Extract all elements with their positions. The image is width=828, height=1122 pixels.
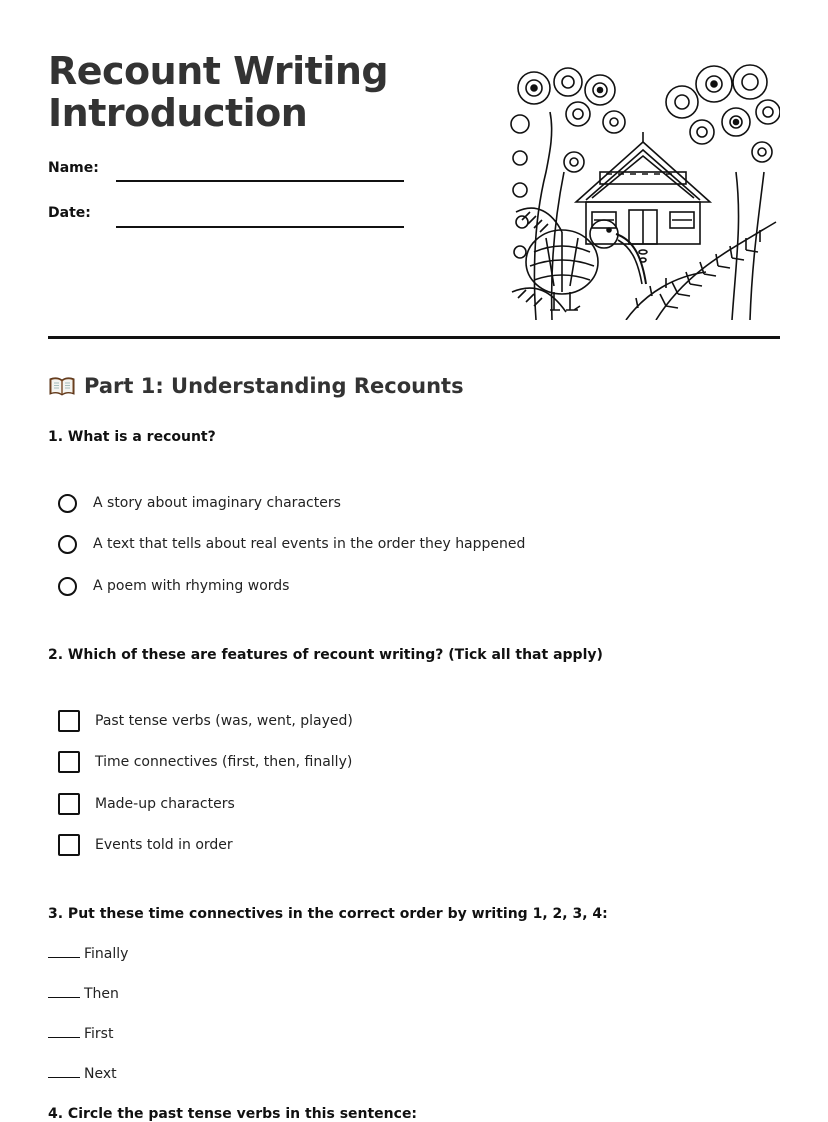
number-blank[interactable] <box>48 1065 80 1078</box>
date-field[interactable] <box>116 226 404 228</box>
q2-option[interactable] <box>58 750 352 774</box>
q2-option-label: Time connectives (first, then, finally) <box>95 754 353 770</box>
order-item <box>48 1025 113 1042</box>
radio-button[interactable] <box>58 494 77 513</box>
checkbox[interactable] <box>58 793 80 815</box>
question-3-prompt: 3. Put these time connectives in the correct order by writing 1, 2, 3, 4: <box>48 906 608 922</box>
q1-option-label: A text that tells about real events in the order they happened <box>93 536 526 552</box>
name-label: Name: <box>48 160 99 176</box>
radio-button[interactable] <box>58 535 77 554</box>
q2-option-label: Events told in order <box>95 837 233 853</box>
q2-option[interactable] <box>58 833 233 857</box>
part-1-heading-text: Part 1: Understanding Recounts <box>84 374 464 398</box>
q1-option[interactable] <box>58 491 341 515</box>
order-item-label: Next <box>84 1066 117 1082</box>
q1-option[interactable] <box>58 574 289 598</box>
q2-option[interactable] <box>58 709 353 733</box>
date-label: Date: <box>48 205 91 221</box>
q2-option-label: Past tense verbs (was, went, played) <box>95 713 353 729</box>
q1-option-label: A poem with rhyming words <box>93 578 290 594</box>
radio-button[interactable] <box>58 577 77 596</box>
open-book-icon <box>48 375 76 397</box>
section-divider <box>48 336 780 339</box>
q2-option-label: Made-up characters <box>95 796 235 812</box>
number-blank[interactable] <box>48 1025 80 1038</box>
title-line-2: Introduction <box>48 91 308 135</box>
checkbox[interactable] <box>58 834 80 856</box>
question-1-prompt: 1. What is a recount? <box>48 429 216 445</box>
question-4-prompt: 4. Circle the past tense verbs in this sentence: <box>48 1106 418 1122</box>
q1-option[interactable] <box>58 532 525 556</box>
name-field[interactable] <box>116 180 404 182</box>
order-item-label: Then <box>84 986 119 1002</box>
q2-option[interactable] <box>58 792 235 816</box>
checkbox[interactable] <box>58 751 80 773</box>
kiwi-bird-marae-illustration <box>506 62 780 320</box>
question-2-prompt: 2. Which of these are features of recount writing? (Tick all that apply) <box>48 647 603 663</box>
q1-option-label: A story about imaginary characters <box>93 495 341 511</box>
order-item <box>48 985 119 1002</box>
part-1-heading <box>48 374 464 398</box>
order-item-label: Finally <box>84 946 129 962</box>
number-blank[interactable] <box>48 945 80 958</box>
title-line-1: Recount Writing <box>48 49 389 93</box>
order-item <box>48 945 128 962</box>
worksheet-title <box>48 50 388 134</box>
checkbox[interactable] <box>58 710 80 732</box>
order-item-label: First <box>84 1026 114 1042</box>
order-item <box>48 1065 117 1082</box>
number-blank[interactable] <box>48 985 80 998</box>
